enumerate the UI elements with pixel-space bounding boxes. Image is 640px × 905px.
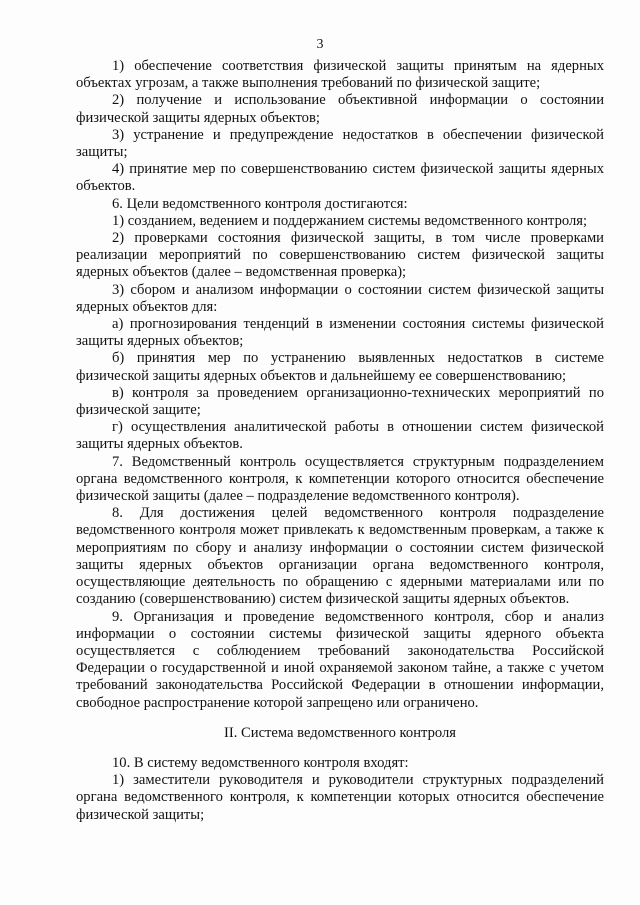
section-heading: II. Система ведомственного контроля	[224, 724, 456, 741]
paragraph-item-6-3-v: в) контроля за проведением организационно-технических мероприятий по физической защите;	[76, 384, 604, 419]
document-body	[76, 58, 604, 824]
paragraph-goal-2: 2) получение и использование объективной информации о состоянии физической защиты ядерных объектов;	[76, 92, 604, 126]
paragraph-item-8: 8. Для достижения целей ведомственного контроля подразделение ведомственного контроля может привлекать к ведомственным проверкам, а также к мероприятиям по сбору и анализу информации о состоянии систем физической защиты ядерных объектов организации органа ведомственного контроля, осуществляющие деятельность по обращению с ядерными материалами или по созданию (совершенствованию) систем физической защиты ядерных объектов.	[76, 505, 604, 608]
paragraph-goal-4: 4) принятие мер по совершенствованию систем физической защиты ядерных объектов.	[76, 161, 604, 195]
paragraph-item-10: 10. В систему ведомственного контроля входят:	[112, 754, 409, 771]
paragraph-goal-3: 3) устранение и предупреждение недостатков в обеспечении физической защиты;	[76, 126, 604, 161]
page-number: 3	[316, 37, 324, 52]
paragraph-item-6-3-b: б) принятия мер по устранению выявленных недостатков в системе физической защиты ядерных объектов и дальнейшему ее совершенствованию;	[76, 350, 604, 384]
paragraph-goal-1: 1) обеспечение соответствия физической защиты принятым на ядерных объектах угрозам, а также выполнения требований по физической защите;	[76, 58, 604, 92]
paragraph-item-7: 7. Ведомственный контроль осуществляется структурным подразделением органа ведомственного контроля, к компетенции которого относится обеспечение физической защиты (далее – подразделение ведомственного контроля).	[76, 453, 604, 505]
paragraph-item-6-3: 3) сбором и анализом информации о состоянии систем физической защиты ядерных объектов для:	[76, 281, 604, 315]
paragraph-item-6-2: 2) проверками состояния физической защиты, в том числе проверками реализации мероприятий по совершенствованию систем физической защиты ядерных объектов (далее – ведомственная проверка);	[76, 230, 604, 281]
paragraph-item-9: 9. Организация и проведение ведомственного контроля, сбор и анализ информации о состоянии системы физической защиты ядерного объекта осуществляется с соблюдением требований законодательства Российской Федерации о государственной и иной охраняемой законом тайне, а также с учетом требований законодательства Российской Федерации в отношении информации, свободное распространение которой запрещено или ограничено.	[76, 608, 604, 711]
paragraph-item-6-3-g: г) осуществления аналитической работы в отношении систем физической защиты ядерных объектов.	[76, 419, 604, 453]
paragraph-item-10-1: 1) заместители руководителя и руководители структурных подразделений органа ведомственного контроля, к компетенции которых относится обеспечение физической защиты;	[76, 772, 604, 823]
paragraph-item-6-3-a: а) прогнозирования тенденций в изменении состояния системы физической защиты ядерных объектов;	[76, 316, 604, 350]
paragraph-item-6: 6. Цели ведомственного контроля достигаются:	[112, 195, 408, 212]
paragraph-item-6-1: 1) созданием, ведением и поддержанием системы ведомственного контроля;	[112, 212, 588, 229]
